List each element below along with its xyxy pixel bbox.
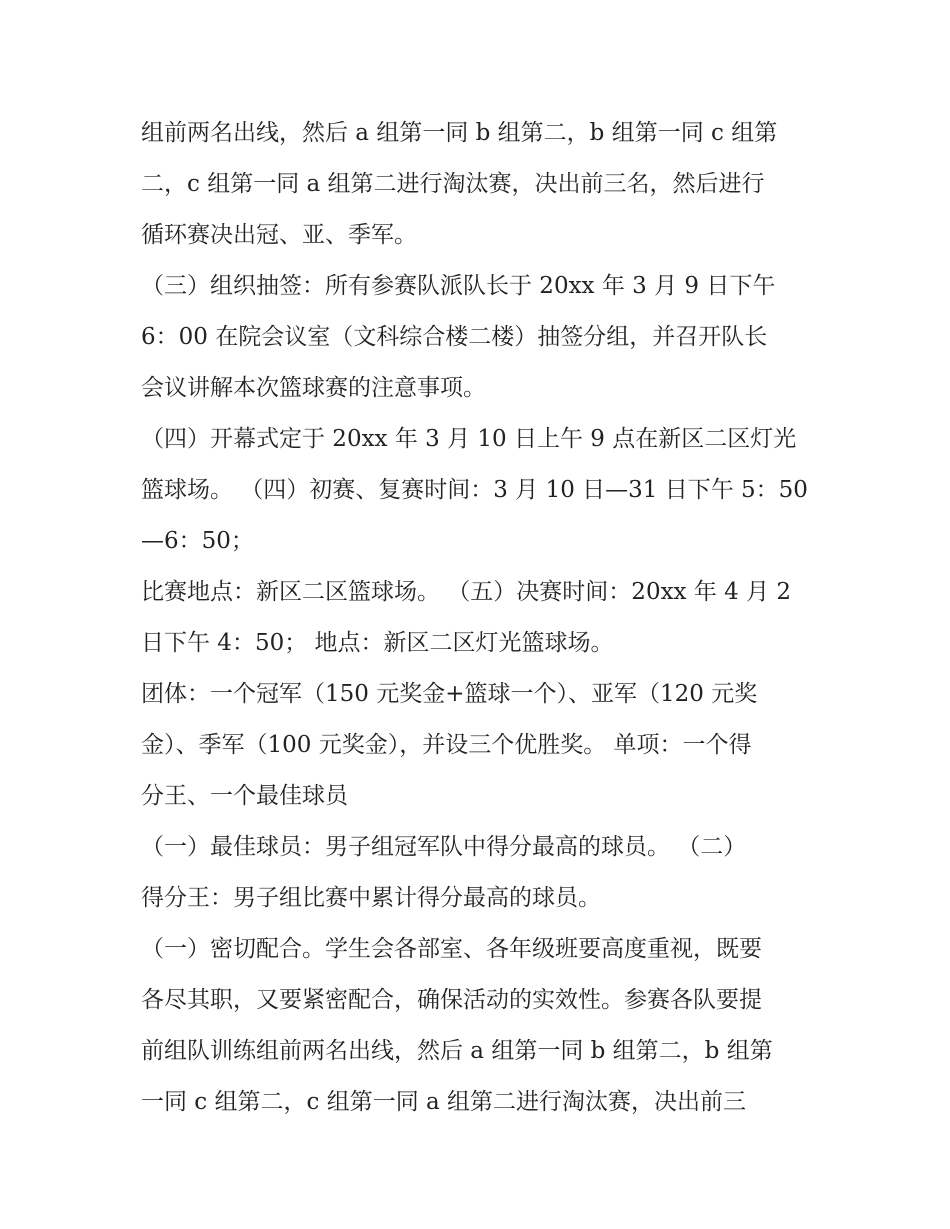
text-line: 一同 c 组第二，c 组第一同 a 组第二进行淘汰赛，决出前三 [141,1089,747,1115]
text-line: 会议讲解本次篮球赛的注意事项。 [141,375,486,401]
text-line: 循环赛决出冠、亚、季军。 [141,222,417,248]
paragraph-individual-awards [141,822,821,924]
document-body [141,108,821,1128]
text-line: （四）开幕式定于 20xx 年 3 月 10 日上午 9 点在新区二区灯光 [141,426,797,452]
paragraph-venue-final [141,567,821,669]
paragraph-awards [141,669,821,822]
paragraph-draw [141,261,821,414]
paragraph-opening-schedule [141,414,821,567]
text-line: 日下午 4：50； 地点：新区二区灯光篮球场。 [141,630,614,656]
text-line: 金）、季军（100 元奖金），并设三个优胜奖。 单项：一个得 [141,732,752,758]
text-line: 分王、一个最佳球员 [141,783,348,809]
text-line: 前组队训练组前两名出线，然后 a 组第一同 b 组第二，b 组第 [141,1038,773,1064]
text-line: 篮球场。 （四）初赛、复赛时间：3 月 10 日—31 日下午 5：50 [141,477,808,503]
text-line: 二，c 组第一同 a 组第二进行淘汰赛，决出前三名，然后进行 [141,171,765,197]
text-line: 得分王：男子组比赛中累计得分最高的球员。 [141,885,601,911]
text-line: 组前两名出线，然后 a 组第一同 b 组第二，b 组第一同 c 组第 [141,120,778,146]
text-line: （三）组织抽签：所有参赛队派队长于 20xx 年 3 月 9 日下午 [141,273,776,299]
paragraph-requirements [141,924,821,1128]
text-line: （一）密切配合。学生会各部室、各年级班要高度重视，既要 [141,936,762,962]
text-line: 6：00 在院会议室（文科综合楼二楼）抽签分组，并召开队长 [141,324,768,350]
text-line: —6：50； [141,528,254,554]
paragraph-format-rules [141,108,821,261]
text-line: 比赛地点：新区二区篮球场。 （五）决赛时间：20xx 年 4 月 2 [141,579,792,605]
text-line: （一）最佳球员：男子组冠军队中得分最高的球员。 （二） [141,834,747,860]
text-line: 团体：一个冠军（150 元奖金+篮球一个）、亚军（120 元奖 [141,681,758,707]
text-line: 各尽其职，又要紧密配合，确保活动的实效性。参赛各队要提 [141,987,762,1013]
